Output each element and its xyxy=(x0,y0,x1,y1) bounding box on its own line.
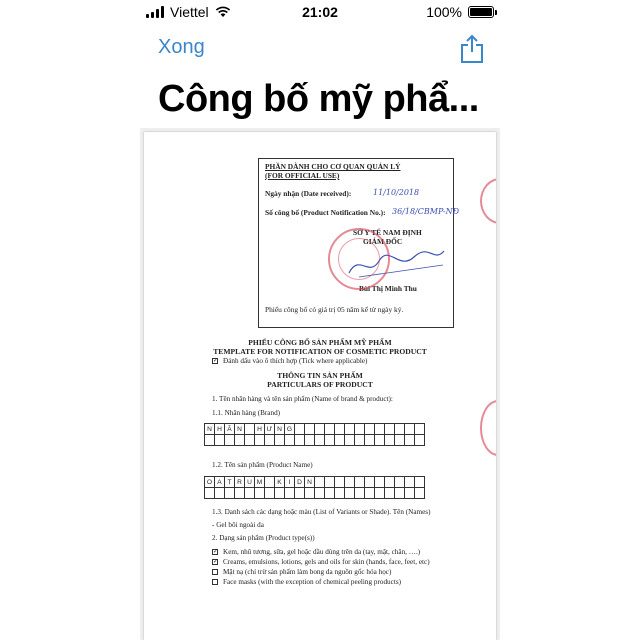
battery-fill xyxy=(470,8,492,16)
letter-cell xyxy=(395,424,405,435)
checked-box-icon: ✓ xyxy=(213,549,219,556)
clock: 21:02 xyxy=(302,4,338,20)
letter-cell xyxy=(235,435,245,446)
letter-cell: U xyxy=(245,477,255,488)
letter-cell xyxy=(335,435,345,446)
letter-cell xyxy=(345,488,355,499)
edge-stamp-icon xyxy=(480,178,496,224)
letter-cell xyxy=(315,424,325,435)
tick-checkbox-icon: ✓ xyxy=(213,358,219,365)
letter-cell xyxy=(305,424,315,435)
letter-cell xyxy=(315,488,325,499)
letter-cell xyxy=(375,424,385,435)
letter-cell: Ã xyxy=(225,424,235,435)
letter-cell xyxy=(385,424,395,435)
letter-cell xyxy=(365,488,375,499)
edge-stamp-icon xyxy=(480,400,496,456)
letter-cell xyxy=(215,435,225,446)
unchecked-box-icon xyxy=(212,569,218,575)
product-type-label: Creams, emulsions, lotions, gels and oils for skin (hands, face, feet, etc) xyxy=(223,558,430,566)
letter-cell xyxy=(265,488,275,499)
letter-cell: N xyxy=(235,424,245,435)
letter-cell: R xyxy=(235,477,245,488)
product-type-label: Kem, nhũ tương, sữa, gel hoặc dầu dùng trên da (tay, mặt, chân, ….) xyxy=(223,548,421,556)
letter-cell xyxy=(335,488,345,499)
document-page xyxy=(144,132,496,640)
letter-cell xyxy=(225,435,235,446)
letter-cell xyxy=(325,477,335,488)
letter-cell xyxy=(395,488,405,499)
letter-cell xyxy=(365,435,375,446)
letter-cell xyxy=(255,435,265,446)
letter-cell: T xyxy=(225,477,235,488)
item-1-3-label: 1.3. Danh sách các dạng hoặc màu (List of Variants or Shade). Tên (Names) xyxy=(212,508,431,516)
letter-cell xyxy=(275,488,285,499)
signer-name: Bùi Thị Minh Thu xyxy=(359,284,417,293)
tick-instruction: ✓ Đánh dấu vào ô thích hợp (Tick where applicable) xyxy=(213,357,368,365)
letter-cell xyxy=(365,424,375,435)
done-button[interactable]: Xong xyxy=(158,36,205,58)
unchecked-box-icon xyxy=(212,579,218,585)
product-type-item xyxy=(212,548,420,557)
date-received-label: Ngày nhận (Date received): xyxy=(265,189,352,198)
letter-cell xyxy=(385,488,395,499)
letter-cell: Ư xyxy=(265,424,275,435)
product-type-item xyxy=(212,558,430,567)
letter-cell xyxy=(355,488,365,499)
letter-cell xyxy=(315,477,325,488)
product-type-label: Face masks (with the exception of chemical peeling products) xyxy=(223,578,402,586)
letter-cell xyxy=(375,435,385,446)
share-icon[interactable] xyxy=(458,34,486,64)
letter-cell xyxy=(205,435,215,446)
letter-cell xyxy=(405,424,415,435)
letter-cell xyxy=(295,488,305,499)
carrier-name: Viettel xyxy=(170,4,209,20)
notification-number-label: Số công bố (Product Notification No.): xyxy=(265,208,386,217)
letter-cell xyxy=(405,435,415,446)
letter-cell xyxy=(375,488,385,499)
form-title-vi: PHIẾU CÔNG BỐ SẢN PHẨM MỸ PHẨM xyxy=(248,338,392,347)
letter-cell xyxy=(245,488,255,499)
letter-cell xyxy=(345,424,355,435)
letter-cell xyxy=(325,435,335,446)
letter-cell xyxy=(365,477,375,488)
document-viewer[interactable] xyxy=(140,128,500,640)
item-1-1-label: 1.1. Nhãn hàng (Brand) xyxy=(212,409,281,417)
letter-cell xyxy=(345,477,355,488)
letter-cell xyxy=(215,488,225,499)
letter-cell xyxy=(275,435,285,446)
letter-cell: A xyxy=(215,477,225,488)
official-heading-en: (FOR OFFICIAL USE) xyxy=(265,171,340,180)
letter-cell xyxy=(305,435,315,446)
letter-cell: G xyxy=(285,424,295,435)
letter-cell xyxy=(405,477,415,488)
letter-cell xyxy=(205,488,215,499)
letter-cell xyxy=(355,477,365,488)
letter-cell xyxy=(325,424,335,435)
battery-group xyxy=(426,4,494,20)
letter-cell: H xyxy=(215,424,225,435)
letter-cell xyxy=(375,477,385,488)
letter-cell xyxy=(335,477,345,488)
item-1-2-label: 1.2. Tên sản phẩm (Product Name) xyxy=(212,461,313,469)
product-type-item xyxy=(212,568,391,577)
section-title-en: PARTICULARS OF PRODUCT xyxy=(267,380,373,389)
product-type-item xyxy=(212,578,401,587)
section-title-vi: THÔNG TIN SẢN PHẨM xyxy=(277,371,363,380)
letter-cell xyxy=(355,424,365,435)
letter-cell: H xyxy=(255,424,265,435)
letter-cell xyxy=(295,435,305,446)
letter-cell xyxy=(285,488,295,499)
variant-name: - Gel bôi ngoài da xyxy=(212,521,264,529)
brand-letter-grid xyxy=(204,423,425,446)
letter-cell xyxy=(405,488,415,499)
letter-cell xyxy=(325,488,335,499)
letter-cell: N xyxy=(305,477,315,488)
letter-cell xyxy=(395,435,405,446)
battery-icon xyxy=(468,6,494,18)
letter-cell xyxy=(415,424,425,435)
letter-cell xyxy=(355,435,365,446)
status-bar xyxy=(0,0,640,26)
letter-cell xyxy=(265,435,275,446)
issuing-org: SỞ Y TẾ NAM ĐỊNH xyxy=(353,228,422,237)
item-1-label: 1. Tên nhãn hàng và tên sản phẩm (Name of brand & product): xyxy=(212,395,393,403)
battery-percent: 100% xyxy=(426,4,462,20)
letter-cell: N xyxy=(205,424,215,435)
validity-note: Phiếu công bố có giá trị 05 năm kể từ ngày ký. xyxy=(265,305,404,314)
page-title: Công bố mỹ phẩ... xyxy=(158,78,479,120)
letter-cell xyxy=(235,488,245,499)
letter-cell: M xyxy=(255,477,265,488)
letter-cell: N xyxy=(275,424,285,435)
letter-cell xyxy=(385,477,395,488)
letter-cell xyxy=(315,435,325,446)
letter-cell xyxy=(415,435,425,446)
letter-cell xyxy=(415,477,425,488)
official-stamp-icon xyxy=(328,228,390,290)
letter-cell xyxy=(265,477,275,488)
letter-cell xyxy=(255,488,265,499)
letter-cell xyxy=(245,435,255,446)
item-2-label: 2. Dạng sản phẩm (Product type(s)) xyxy=(212,534,315,542)
letter-cell xyxy=(335,424,345,435)
letter-cell xyxy=(225,488,235,499)
letter-cell: I xyxy=(285,477,295,488)
form-title-en: TEMPLATE FOR NOTIFICATION OF COSMETIC PRODUCT xyxy=(213,347,427,356)
checked-box-icon: ✓ xyxy=(213,559,219,566)
letter-cell: D xyxy=(295,477,305,488)
official-heading-vi: PHẦN DÀNH CHO CƠ QUAN QUẢN LÝ xyxy=(265,162,401,171)
letter-cell xyxy=(415,488,425,499)
letter-cell: O xyxy=(205,477,215,488)
signer-role: GIÁM ĐỐC xyxy=(363,237,403,246)
notification-number-value: 36/18/CBMP-NĐ xyxy=(392,207,460,216)
letter-cell xyxy=(245,424,255,435)
letter-cell xyxy=(305,488,315,499)
letter-cell: K xyxy=(275,477,285,488)
letter-cell xyxy=(285,435,295,446)
letter-cell xyxy=(385,435,395,446)
navigation-bar xyxy=(0,26,640,70)
product-type-label: Mặt nạ (chỉ trừ sản phẩm làm bong da nguồn gốc hóa học) xyxy=(223,568,392,576)
letter-cell xyxy=(295,424,305,435)
date-received-value: 11/10/2018 xyxy=(373,188,420,197)
letter-cell xyxy=(345,435,355,446)
letter-cell xyxy=(395,477,405,488)
product-letter-grid xyxy=(204,476,425,499)
